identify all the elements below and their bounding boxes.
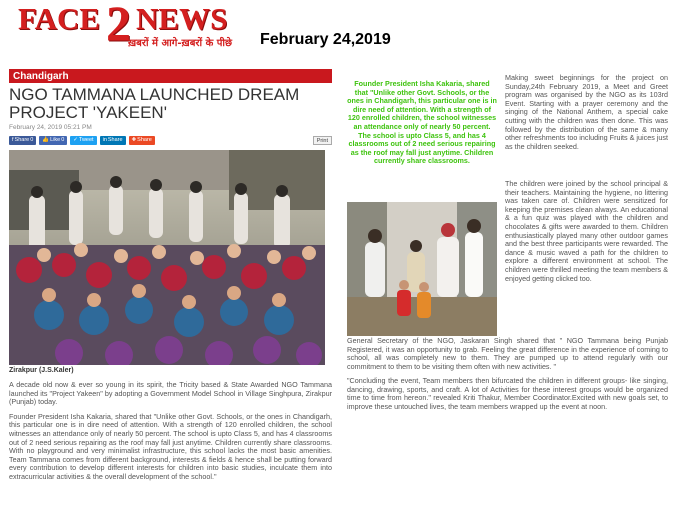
twitter-bird-icon: ✓ — [73, 136, 78, 143]
article-paragraph-2: Founder President Isha Kakaria, shared that "Unlike other Govt. Schools, or the ones in Chandigarh, this particular one is in dire need of attention. With a strength of 120 enrolled children, the school witnesses an attendance only of nearly 50 percent. The school is upto Class 5, and has 4 classrooms out of 2 need serious repairing as the roof may fall just anytime. Children currently share classrooms. With no playground and very minimalist infrastructure, this school lacks the most basic amenities. Team Tammana comes from different background, interests & fields & hence shall be putting forward every contribution to develop different interests for children into basic studies, inculcate them into extracurricular activities & the overall development of the school." — [9, 411, 332, 481]
photo-caption: Zirakpur (J.S.Kaler) — [9, 367, 74, 374]
article-paragraph-1: A decade old now & ever so young in its spirit, the Tricity based & State Awarded NGO Tammana launched its "Project Yakeen" by adopting a Government Model School in Village Singhpura, Zirakpur (Punjab) today. — [9, 380, 332, 407]
right-paragraph-4: "Concluding the event, Team members then bifurcated the children in different groups- like singing, dancing, drawing, sports, and craft. A lot of Activities for these interest groups would be organized time to time from hereon." revealed Kriti Thakur, Member Coordinator.Excited with new goals set, to improve these untouched lives, the team members wrapped up the event at noon. — [347, 376, 668, 411]
logo-tagline: ख़बरों में आगे-ख़बरों के पीछे — [128, 38, 233, 49]
right-paragraph-1: Making sweet beginnings for the project on Sunday,24th February 2019, a Meet and Greet program was organised by the NGO as its 103rd Event. Starting with a prayer ceremony and the singing of the National Anthem, a special cake cutting with the children was then done. This was followed by the distribution of the same & many other refreshments too including Fruits & juices just as the children seeked. — [505, 73, 668, 151]
article-headline: NGO TAMMANA LAUNCHED DREAM PROJECT 'YAKEEN' — [9, 85, 300, 122]
group-photo — [9, 150, 325, 365]
logo-two: 2 — [106, 0, 131, 51]
right-paragraph-3: General Secretary of the NGO, Jaskaran Singh shared that " NGO Tammana being Punjab Registered, it was an opportunity to grab. Feeling the great difference in the experience of coming to school, all was completely new to them. They are pumped up to attend regularly with our commitment to them to be visiting them often with new activities. " — [347, 336, 668, 371]
linkedin-share-button[interactable]: in Share — [100, 136, 126, 145]
section-label[interactable]: Chandigarh — [9, 69, 332, 83]
group-photo-image — [9, 150, 325, 365]
print-button[interactable]: Print — [313, 136, 332, 145]
linkedin-icon: in — [102, 136, 107, 143]
article-left-column — [9, 66, 332, 482]
twitter-tweet-button[interactable]: ✓ Tweet — [70, 136, 96, 145]
event-photo — [347, 202, 497, 336]
newspaper-logo — [14, 2, 244, 50]
event-photo-image — [347, 202, 497, 336]
stumbleupon-share-button[interactable]: ✚ Share — [129, 136, 155, 145]
logo-news: NEWS — [136, 1, 228, 36]
logo-face: FACE — [18, 1, 101, 36]
pull-quote: Founder President Isha Kakaria, shared that "Unlike other Govt. Schools, or the ones in Chandigarh, this particular one is in dire need of attention. With a strength of 120 enrolled children, the school witnesses an attendance only of nearly 50 percent. The school is upto Class 5, and has 4 classrooms out of 2 need serious repairing as the roof may fall just anytime. Children currently share classrooms. — [347, 79, 497, 166]
thumbs-up-icon: 👍 — [42, 136, 50, 143]
facebook-like-button[interactable]: 👍 Like 0 — [39, 136, 67, 145]
share-bar — [9, 135, 332, 145]
facebook-share-button[interactable]: f Share 0 — [9, 136, 36, 145]
right-paragraph-2: The children were joined by the school principal & their teachers. Maintaining the hygiene, no littering was taken care of. Children were sensitized for keeping the premises clean always. An educational & a fun quiz was played with the children and chocolates & gifts were awarded to them. Children enthusiastically played many other outdoor games and the best three participants were rewarded. The dance & music waved a path for the children to explore a different environment at school. The children were thrilled meeting the team members & enjoyed getting clicked too. — [505, 179, 668, 283]
issue-date: February 24,2019 — [260, 31, 391, 48]
stumbleupon-icon: ✚ — [131, 136, 137, 143]
facebook-icon: f — [12, 136, 14, 143]
article-dateline: February 24, 2019 05:21 PM — [9, 124, 92, 131]
